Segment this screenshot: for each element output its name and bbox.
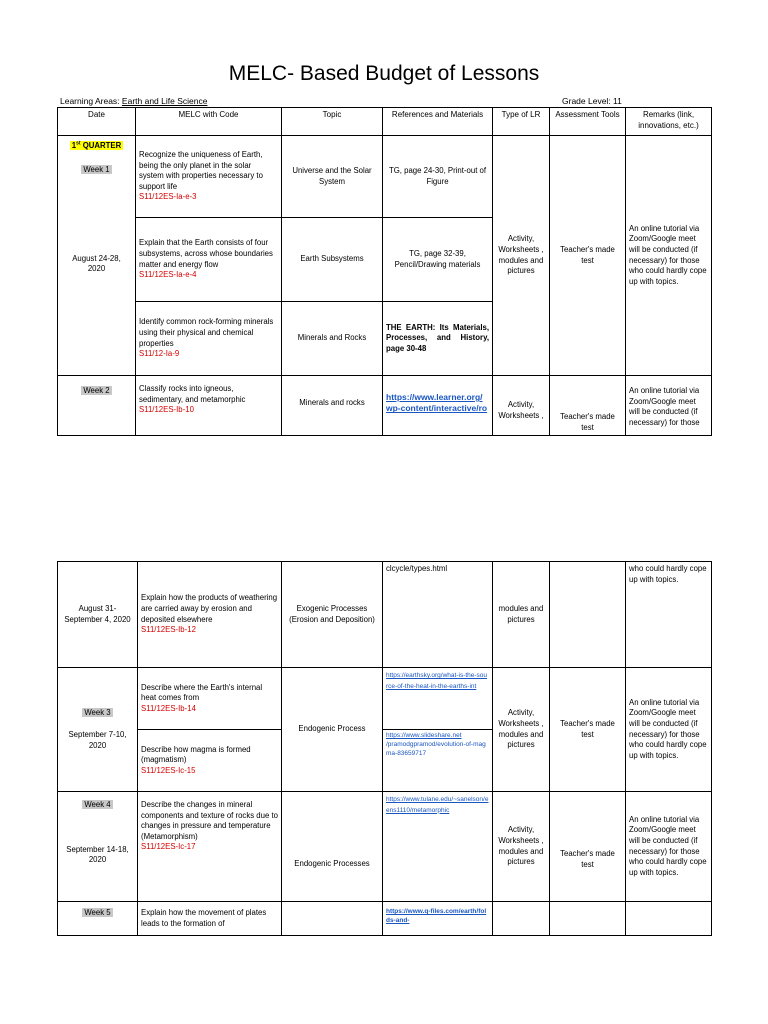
melc-code: S11/12ES-Ib-10 [139,405,194,415]
reference-link[interactable]: https://earthsky.org/what-is-the-source-of-the-heat-in-the-earths-int [386,672,488,690]
week-4-label: Week 4 [84,800,111,809]
references-cell [383,730,493,792]
melc-text: Explain that the Earth consists of four subsystems, across whose boundaries matter and energy flow [139,238,273,269]
page-title: MELC- Based Budget of Lessons [228,62,540,85]
topic-cell: Minerals and rocks [282,376,383,436]
header-references: References and Materials [383,108,493,136]
week-4-dates: September 14-18, 2020 [66,844,129,865]
topic-cell: Endogenic Process [282,668,383,792]
references-cell: TG, page 32-39, Pencil/Drawing materials [383,218,493,302]
melc-code: S11/12ES-Ib-14 [141,703,196,713]
references-cell [383,376,493,436]
melc-cell [138,668,282,730]
type-lr-cell: Activity, Worksheets , [493,376,550,436]
learning-areas [60,96,207,106]
type-lr-cell: Activity, Worksheets , modules and pictures [493,668,550,792]
header-melc: MELC with Code [136,108,282,136]
table-row [58,668,712,730]
week-3-label: Week 3 [84,707,111,717]
reference-link-continued: /pramodgpramod/evolution-of-magma-83659717 [386,740,486,757]
remarks-cell [626,902,712,936]
header-remarks: Remarks (link, innovations, etc.) [626,108,712,136]
assessment-cell: Teacher's made test [550,136,626,376]
melc-code: S11/12ES-Ia-e-4 [139,270,197,280]
melc-text: Classify rocks into igneous, sedimentary, and metamorphic [139,384,246,404]
assessment-cell: Teacher's made test [550,668,626,792]
melc-text: Describe where the Earth's internal heat comes from [141,682,263,703]
learning-areas-label: Learning Areas: [60,96,120,106]
header-assessment: Assessment Tools [550,108,626,136]
assessment-cell [550,902,626,936]
melc-text: Explain how the movement of plates leads to the formation of [141,908,267,928]
week-1-dates: August 24-28, 2020 [72,253,121,274]
references-cell: clcycle/types.html [383,562,493,668]
type-lr-cell: modules and pictures [493,562,550,668]
table-row [58,562,712,668]
type-lr-cell [493,902,550,936]
assessment-cell: Teacher's made test [550,792,626,902]
melc-code: S11/12ES-Ic-17 [141,842,196,852]
melc-cell [136,302,282,376]
week1-date-cell [58,136,136,376]
week-3-dates: September 7-10, 2020 [68,730,127,750]
lesson-table-2 [57,561,712,936]
header-topic: Topic [282,108,383,136]
topic-cell: Exogenic Processes (Erosion and Deposition) [282,562,383,668]
week-1-label: Week 1 [83,165,110,175]
melc-cell [138,730,282,792]
melc-code: S11/12ES-Ib-12 [141,625,196,635]
melc-cell [136,136,282,218]
topic-cell [282,902,383,936]
melc-text: Describe the changes in mineral components and texture of rocks due to changes in pressure and temperature (Metamorphism) [141,800,278,841]
header-type-lr: Type of LR [493,108,550,136]
remarks-cell: An online tutorial via Zoom/Google meet will be conducted (if necessary) for those who could hardly cope up with topics. [626,668,712,792]
remarks-cell: An online tutorial via Zoom/Google meet will be conducted (if necessary) for those who could hardly cope up with topics. [626,792,712,902]
week2-date-cell [58,376,136,436]
melc-cell [138,562,282,668]
week5-date-cell [58,902,138,936]
assessment-cell: Teacher's made test [550,376,626,436]
melc-text: Describe how magma is formed (magmatism) [141,744,251,765]
topic-cell: Minerals and Rocks [282,302,383,376]
melc-code: S11/12-Ia-9 [139,349,180,359]
reference-link[interactable]: https://www.slideshare.net [386,732,462,739]
week4-date-cell [58,792,138,902]
melc-code: S11/12ES-Ic-15 [141,765,196,775]
topic-cell: Universe and the Solar System [282,136,383,218]
remarks-cell: An online tutorial via Zoom/Google meet will be conducted (if necessary) for those [626,376,712,436]
week3-date-cell [58,668,138,792]
grade-level: Grade Level: 11 [562,96,622,106]
reference-link[interactable]: https://www.tulane.edu/~sanelson/eens1110/metamorphic [386,796,489,814]
melc-code: S11/12ES-Ia-e-3 [139,192,197,202]
type-lr-cell: Activity, Worksheets , modules and pictures [493,136,550,376]
references-cell: TG, page 24-30, Print-out of Figure [383,136,493,218]
table-row [58,902,712,936]
melc-cell [136,376,282,436]
references-cell [383,902,493,936]
topic-cell: Earth Subsystems [282,218,383,302]
melc-cell [136,218,282,302]
melc-text: Recognize the uniqueness of Earth, being the only planet in the solar system with properties necessary to support life [139,150,263,191]
type-lr-cell: Activity, Worksheets , modules and pictures [493,792,550,902]
remarks-cell: An online tutorial via Zoom/Google meet will be conducted (if necessary) for those who could hardly cope up with topics. [626,136,712,376]
table-row [58,792,712,902]
week-5-label: Week 5 [84,908,111,917]
references-cell: THE EARTH: Its Materials, Processes, and History, page 30-48 [383,302,493,376]
date-cell: August 31- September 4, 2020 [58,562,138,668]
reference-link[interactable]: https://www.learner.org/wp-content/interactive/ro [386,392,488,414]
table-row [58,376,712,436]
topic-cell: Endogenic Processes [282,792,383,902]
quarter-label: 1st QUARTER [71,140,122,150]
melc-text: Identify common rock-forming minerals using their physical and chemical properties [139,317,274,348]
reference-link[interactable]: https://www.q-files.com/earth/folds-and- [386,908,487,924]
melc-cell [138,792,282,902]
learning-areas-value: Earth and Life Science [121,96,208,106]
assessment-cell [550,562,626,668]
remarks-cell: who could hardly cope up with topics. [626,562,712,668]
melc-text: Explain how the products of weathering are carried away by erosion and deposited elsewhere [141,593,278,624]
header-row [58,108,712,136]
references-cell [383,668,493,730]
header-date: Date [58,108,136,136]
table-row [58,136,712,218]
references-cell [383,792,493,902]
melc-cell [138,902,282,936]
week-2-label: Week 2 [83,386,110,395]
lesson-table-1 [57,107,712,436]
